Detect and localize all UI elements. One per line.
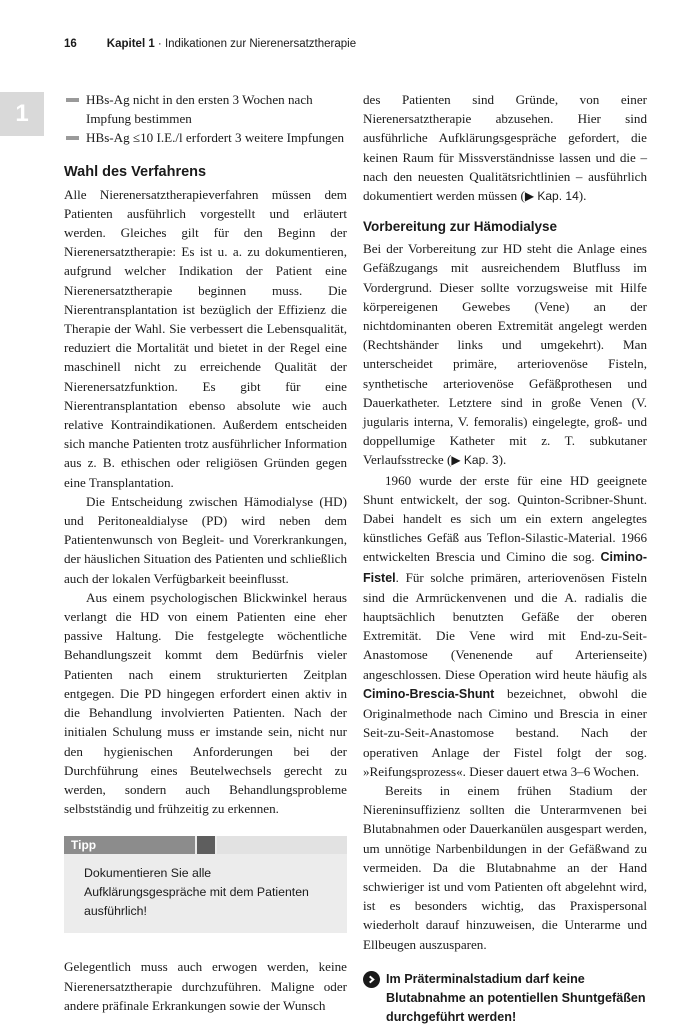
tip-box [64, 836, 347, 933]
tip-header [64, 836, 347, 854]
tip-text: Dokumentieren Sie alle Aufklärungsgespräche mit dem Patienten ausführlich! [84, 866, 309, 919]
list-item: HBs-Ag nicht in den ersten 3 Wochen nach Impfung bestimmen [64, 90, 347, 128]
tip-header-bar [217, 836, 347, 854]
paragraph-text: ). [498, 452, 507, 468]
paragraph [363, 471, 647, 781]
section-heading-wahl: Wahl des Verfahrens [64, 163, 207, 180]
paragraph-text: des Patienten sind Gründe, von einer Nierenersatztherapie abzusehen. Hier sind ausführliche Aufklärungsgespräche gefordert, die keinen Raum für Missverständnisse lassen und die – nach den neuesten Qualitätsrichtlinien – ausführlich dokumentiert werden müssen ( [363, 92, 647, 204]
right-column [363, 90, 647, 1027]
section-heading-vorbereitung: Vorbereitung zur Hämodialyse [363, 219, 558, 235]
important-note [363, 970, 647, 1027]
term-cimino-brescia-shunt: Cimino-Brescia-Shunt [363, 686, 495, 701]
tip-label: Tipp [64, 836, 195, 854]
chapter-tab: 1 [0, 92, 44, 136]
left-column [64, 90, 347, 1015]
paragraph: Aus einem psychologischen Blickwinkel heraus verlangt die HD von einem Patienten eine eher passive Haltung. Die festgelegte wöchentliche Behandlungszeit kommt dem Bedürfnis vieler Patienten nach einem strukturierten Zeitplan entgegen. Die PD hingegen erfordert einen aktiv in die Behandlung involvierten Patienten. Nach der initialen Schulung muss er imstande sein, nicht nur den hygienischen Anforderungen bei der Durchführung eines Beutelwechsels gerecht zu werden, sondern auch Behandlungsprobleme selbstständig und frühzeitig zu erkennen. [64, 589, 347, 817]
paragraph-text: bezeichnet, obwohl die Originalmethode nach Cimino und Brescia in einer Seit-zu-Seit-Anastomose bestand. Nach der operativen Anlage der Fistel folgt der sog. »Reifungsprozess«. Dieser dauert etwa 3–6 Wochen. [363, 685, 647, 779]
tip-header-block [197, 836, 215, 854]
paragraph: Alle Nierenersatztherapieverfahren müssen dem Patienten ausführlich vorgestellt und erläutert werden. Gleiches gilt für den Beginn der Nierenersatztherapie: Es ist u. a. zu dokumentieren, aufgrund welcher Indikation der Patient eine Nierenersatztherapie beginnen muss. Die Nierentransplantation ist bezüglich der Effizienz die Therapie der Wahl. Sie verbessert die Lebensqualität, reduziert die Mortalität und bietet in der Regel eine maschinell nicht zu erreichende Qualität der Nierenersatzfunktion. Es gibt für eine Nierentransplantation ebenso absolute wie auch relative Kontraindikationen. Außerdem entscheiden sich manche Patienten trotz ausführlicher Information aus z. B. ethischen oder religiösen Gründen gegen eine Transplantation. [64, 186, 347, 490]
paragraph: Bereits in einem frühen Stadium der Niereninsuffizienz sollten die Unterarmvenen bei Blutabnahmen oder Dauerkanülen ausgespart werden, um unnötige Narbenbildungen in der Gefäßwand zu vermeiden. Da die Blutabnahme an der Hand schwieriger ist und vom Patienten oft abgelehnt wird, ist es besonders wichtig, das Praxispersonal wiederholt darauf hinzuweisen, die Unterarme und Ellbeugen auszusparen. [363, 782, 647, 952]
chevron-right-icon [363, 971, 380, 988]
list-item: HBs-Ag ≤10 I.E./l erfordert 3 weitere Impfungen [64, 128, 347, 147]
chapter-title: · Indikationen zur Nierenersatztherapie [154, 38, 357, 50]
chapter-label: Kapitel 1 [106, 38, 155, 50]
paragraph-text: Bei der Vorbereitung zur HD steht die Anlage eines Gefäßzugangs mit ausreichendem Blutfluss im Vordergrund. Dieser sollte vorzugsweise mit Hilfe körpereigenen Gewebes (Vene) an der nichtdominanten oberen Extremität angelegt werden (Rechtshänder links und umgekehrt). Man unterscheidet primäre, arteriovenöse Fisteln, synthetische arteriovenöse Gefäßprothesen und Dauerkatheter. Letztere sind in große Venen (V. jugularis interna, V. femoralis) eingelegte, groß- und doppellumige Katheter mit z. T. subkutaner Verlaufsstrecke ( [363, 241, 647, 468]
paragraph [363, 90, 647, 206]
paragraph-text: 1960 wurde der erste für eine HD geeignete Shunt entwickelt, der sog. Quinton-Scribner-Shunt. Dabei handelt es sich um ein extern angelegtes künstliches Gefäß aus Teflon-Silastic-Material. 1966 entwickelten Brescia und Cimino die sog. [363, 472, 647, 565]
cross-reference[interactable]: ▶ Kap. 14 [524, 189, 579, 204]
cross-reference[interactable]: ▶ Kap. 3 [451, 453, 499, 468]
note-text: Im Präterminalstadium darf keine Blutabnahme an potentiellen Shuntgefäßen durchgeführt werden! [386, 971, 646, 1024]
paragraph: Gelegentlich muss auch erwogen werden, keine Nierenersatztherapie durchzuführen. Maligne oder andere präfinale Erkrankungen sowie der Wunsch [64, 959, 347, 1013]
paragraph-text: ). [578, 188, 587, 204]
paragraph [363, 239, 647, 470]
page-number: 16 [64, 38, 77, 50]
bullet-list [64, 90, 347, 148]
term-cimino-fistel: Cimino-Fistel [363, 550, 647, 585]
running-header [64, 38, 664, 50]
paragraph: Die Entscheidung zwischen Hämodialyse (HD) und Peritonealdialyse (PD) wird neben dem Patientenwunsch von Begleit- und Vorerkrankungen, der häuslichen Situation des Patienten und schließlich auch der lokalen Verfügbarkeit beeinflusst. [64, 493, 347, 586]
paragraph-text: . Für solche primären, arteriovenösen Fisteln sind die Armrückenvenen und die A. radialis die hauptsächlich benutzten Gefäße der oberen Extremität. Die Vene wird mit End-zu-Seit-Anastomose (Venenende auf Arterienseite) angeschlossen. Diese Operation wird heute häufig als [363, 569, 647, 682]
